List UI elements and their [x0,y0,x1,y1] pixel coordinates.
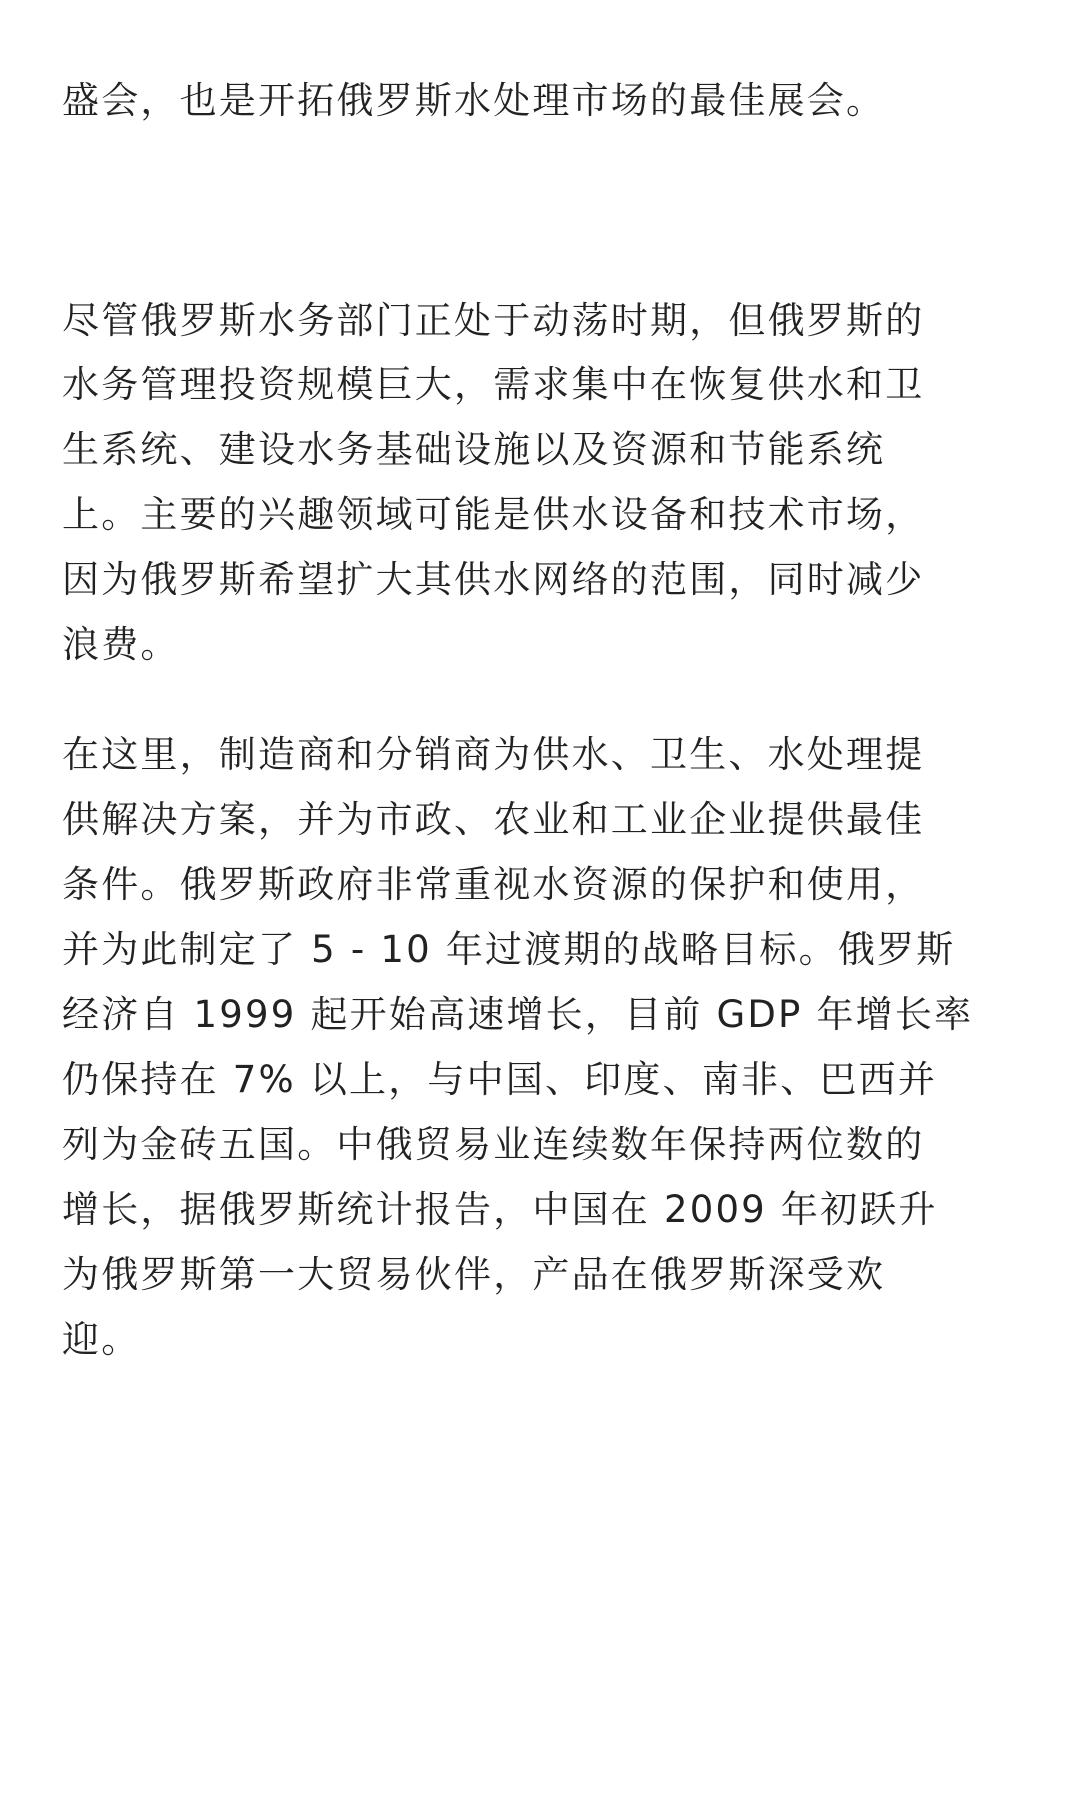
text-line: 为俄罗斯第一大贸易伙伴，产品在俄罗斯深受欢 [62,1253,886,1296]
text-line: 生系统、建设水务基础设施以及资源和节能系统 [62,428,886,471]
text-line: 水务管理投资规模巨大，需求集中在恢复供水和卫 [62,363,925,406]
text-line: 迎。 [62,1318,141,1361]
text-line: 盛会，也是开拓俄罗斯水处理市场的最佳展会。 [62,79,886,122]
text-line: 尽管俄罗斯水务部门正处于动荡时期，但俄罗斯的 [62,299,925,342]
text-line: 在这里，制造商和分销商为供水、卫生、水处理提 [62,733,925,776]
text-line: 浪费。 [62,623,180,666]
text-line: 因为俄罗斯希望扩大其供水网络的范围，同时减少 [62,558,925,601]
text-line: 供解决方案，并为市政、农业和工业企业提供最佳 [62,798,925,841]
text-line: 仍保持在 7% 以上，与中国、印度、南非、巴西并 [62,1058,938,1101]
text-line: 上。主要的兴趣领域可能是供水设备和技术市场， [62,493,925,536]
text-line: 列为金砖五国。中俄贸易业连续数年保持两位数的 [62,1123,925,1166]
text-line: 增长，据俄罗斯统计报告，中国在 2009 年初跃升 [62,1188,938,1231]
text-line: 并为此制定了 5 - 10 年过渡期的战略目标。俄罗斯 [62,928,956,971]
text-line: 条件。俄罗斯政府非常重视水资源的保护和使用， [62,863,925,906]
text-line: 经济自 1999 起开始高速增长，目前 GDP 年增长率 [62,993,974,1036]
